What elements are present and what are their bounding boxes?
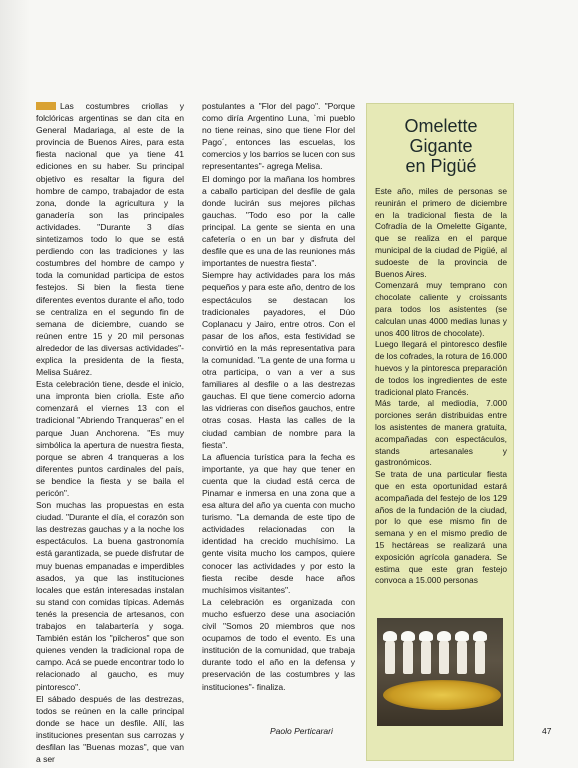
sidebar-paragraph: Se trata de una particular fiesta que en esta oportunidad estará acompañada del festejo de los 129 años de la fundación de la ciudad, por lo que ese mismo fin de semana y en el mismo predio de 15 hectáreas se realizará una exposición agrícola ganadera. Se estima que este gran festejo convoca a 15.000 personas [375, 469, 507, 586]
chef-figure [403, 640, 413, 674]
article-paragraph: La celebración es organizada con mucho esfuerzo dese una asociación civil "Somos 20 miembros que nos ocupamos de todo el evento. Es una institución de la comunidad, que trabaja durante todo el año en la defensa y preservación de las costumbres y las instituciones"- finaliza. [202, 596, 355, 692]
article-column-1 [36, 100, 184, 765]
article-paragraph: El domingo por la mañana los hombres a caballo participan del desfile de gala donde lucirán sus mejores pilchas gauchas. "Todo eso por la calle principal. La gente se sienta en una cafetería o en un bar y disfruta del desfile que es una de las reuniones más importantes de nuestra fiesta". [202, 173, 355, 269]
article-column-2 [202, 100, 355, 693]
article-paragraph: Esta celebración tiene, desde el inicio, una impronta bien criolla. Este año comenzará el viernes 13 con el tradicional "Abriendo Tranqueras" en el parque Juan Anchorena. "Es muy simbólica la apertura de nuestra fiesta, porque se abren 4 tranqueras a los diferentes puntos cardinales del país, se bendice la fiesta y se baila el pericón". [36, 379, 184, 498]
sidebar-paragraph: Comenzará muy temprano con chocolate caliente y croissants para todos los asistentes (se calculan unas 4000 medias lunas y unos 400 litros de chocolate). [375, 280, 507, 338]
sidebar-paragraph: Más tarde, al mediodía, 7.000 porciones serán distribuidas entre los asistentes de manera gratuita, acompañadas con espectáculos, stands artesanales y gastronómicos. [375, 398, 507, 468]
omelette-photo [377, 618, 503, 726]
sidebar-paragraph: Luego llegará el pintoresco desfile de los cofrades, la rotura de 16.000 huevos y la pintoresca preparación de todos los ingredientes de este tradicional plato Francés. [375, 339, 507, 397]
chef-figure [439, 640, 449, 674]
article-paragraph: Las costumbres criollas y folclóricas argentinas se dan cita en General Madariaga, al este de la provincia de Buenos Aires, para esta fiesta nacional que ya tiene 41 ediciones en su haber. Su principal objetivo es resaltar la figura del hombre de campo, trabajador de esta zona, donde la agricultura y la ganadería son las principales actividades. "Durante 3 días sintetizamos todo lo que se está perdiendo con las tradiciones y las costumbres del hombre de campo y toda la comunidad participa de estos festejos. Si bien la fiesta tiene diferentes eventos durante el año, todo se centraliza en el segundo fin de semana de diciembre, cuando se reúnen entre 15 y 20 mil personas alrededor de las diversas actividades"- explica la presidenta de la fiesta, Melisa Suárez. [36, 101, 184, 378]
page-number: 47 [542, 726, 552, 736]
sidebar-box [366, 103, 514, 761]
section-marker-icon [36, 102, 56, 110]
article-paragraph: postulantes a "Flor del pago". "Porque como diría Argentino Luna, `mi pueblo no tiene reinas, sino que tiene Flor del Pago´, entonces las escuelas, los comercios y los barrios se lucen con sus representantes"- agrega Melisa. [202, 101, 355, 172]
article-paragraph: La afluencia turística para la fecha es importante, ya que hay que tener en cuenta que la ciudad está cerca de Pinamar e inmersa en una zona que a esa altura del año ya cuenta con mucho turismo. "La demanda de este tipo de actividades relacionadas con la identidad ha crecido muchísimo. La gente visita mucho los campos, quiere conocer las actividades y por esto la fiesta recibe desde hace años muchísimos visitantes". [202, 451, 355, 595]
chef-figure [457, 640, 467, 674]
chef-figure [475, 640, 485, 674]
article-paragraph: Son muchas las propuestas en esta ciudad. "Durante el día, el corazón son las destrezas gauchas y a la noche los espectáculos. La buena gastronomía está garantizada, se puede disfrutar de muy buenas empanadas e imperdibles asados, ya que las instituciones locales que están interesadas instalan su stand con comidas típicas. Además tenés la presencia de artesanos, con trabajos en talabartería y soga. También están los "pilcheros" que son quienes venden la tradicional ropa de campo. Acá se puede encontrar todo lo relacionado al gaucho, es muy pintoresco". [36, 500, 184, 692]
sidebar-title: Omelette Gigante en Pigüé [404, 116, 478, 176]
sidebar-body [375, 186, 507, 587]
chef-figure [385, 640, 395, 674]
chef-figure [421, 640, 431, 674]
article-paragraph: Siempre hay actividades para los más pequeños y para este año, dentro de los espectáculos se destacan los tradicionales payadores, el Dúo Coplanacu y Jairo, entre otros. Con el pasar de los años, esta festividad se convirtió en la más representativa para la comunidad. "La gente de una forma u otra participa, o van a ver a sus familiares al desfile o a las destrezas gauchas. El que tiene comercio adorna las vidrieras con diseños gauchos, entre otras cosas. Hasta las calles de la ciudad cambian de nombre para la fiesta". [202, 270, 355, 450]
giant-pan [383, 680, 501, 710]
article-paragraph: El sábado después de las destrezas, todos se reúnen en la calle principal donde se hace un desfile. Allí, las instituciones presentan sus carrozas y desfilan las "Buenas mozas", que van a ser [36, 693, 184, 765]
author-byline: Paolo Perticarari [270, 726, 333, 736]
sidebar-paragraph: Este año, miles de personas se reunirán el primero de diciembre en la tradicional fiesta de la Cofradía de la Omelette Gigante, que se realiza en el parque municipal de la ciudad de Pigüé, al sudoeste de la provincia de Buenos Aires. [375, 186, 507, 279]
